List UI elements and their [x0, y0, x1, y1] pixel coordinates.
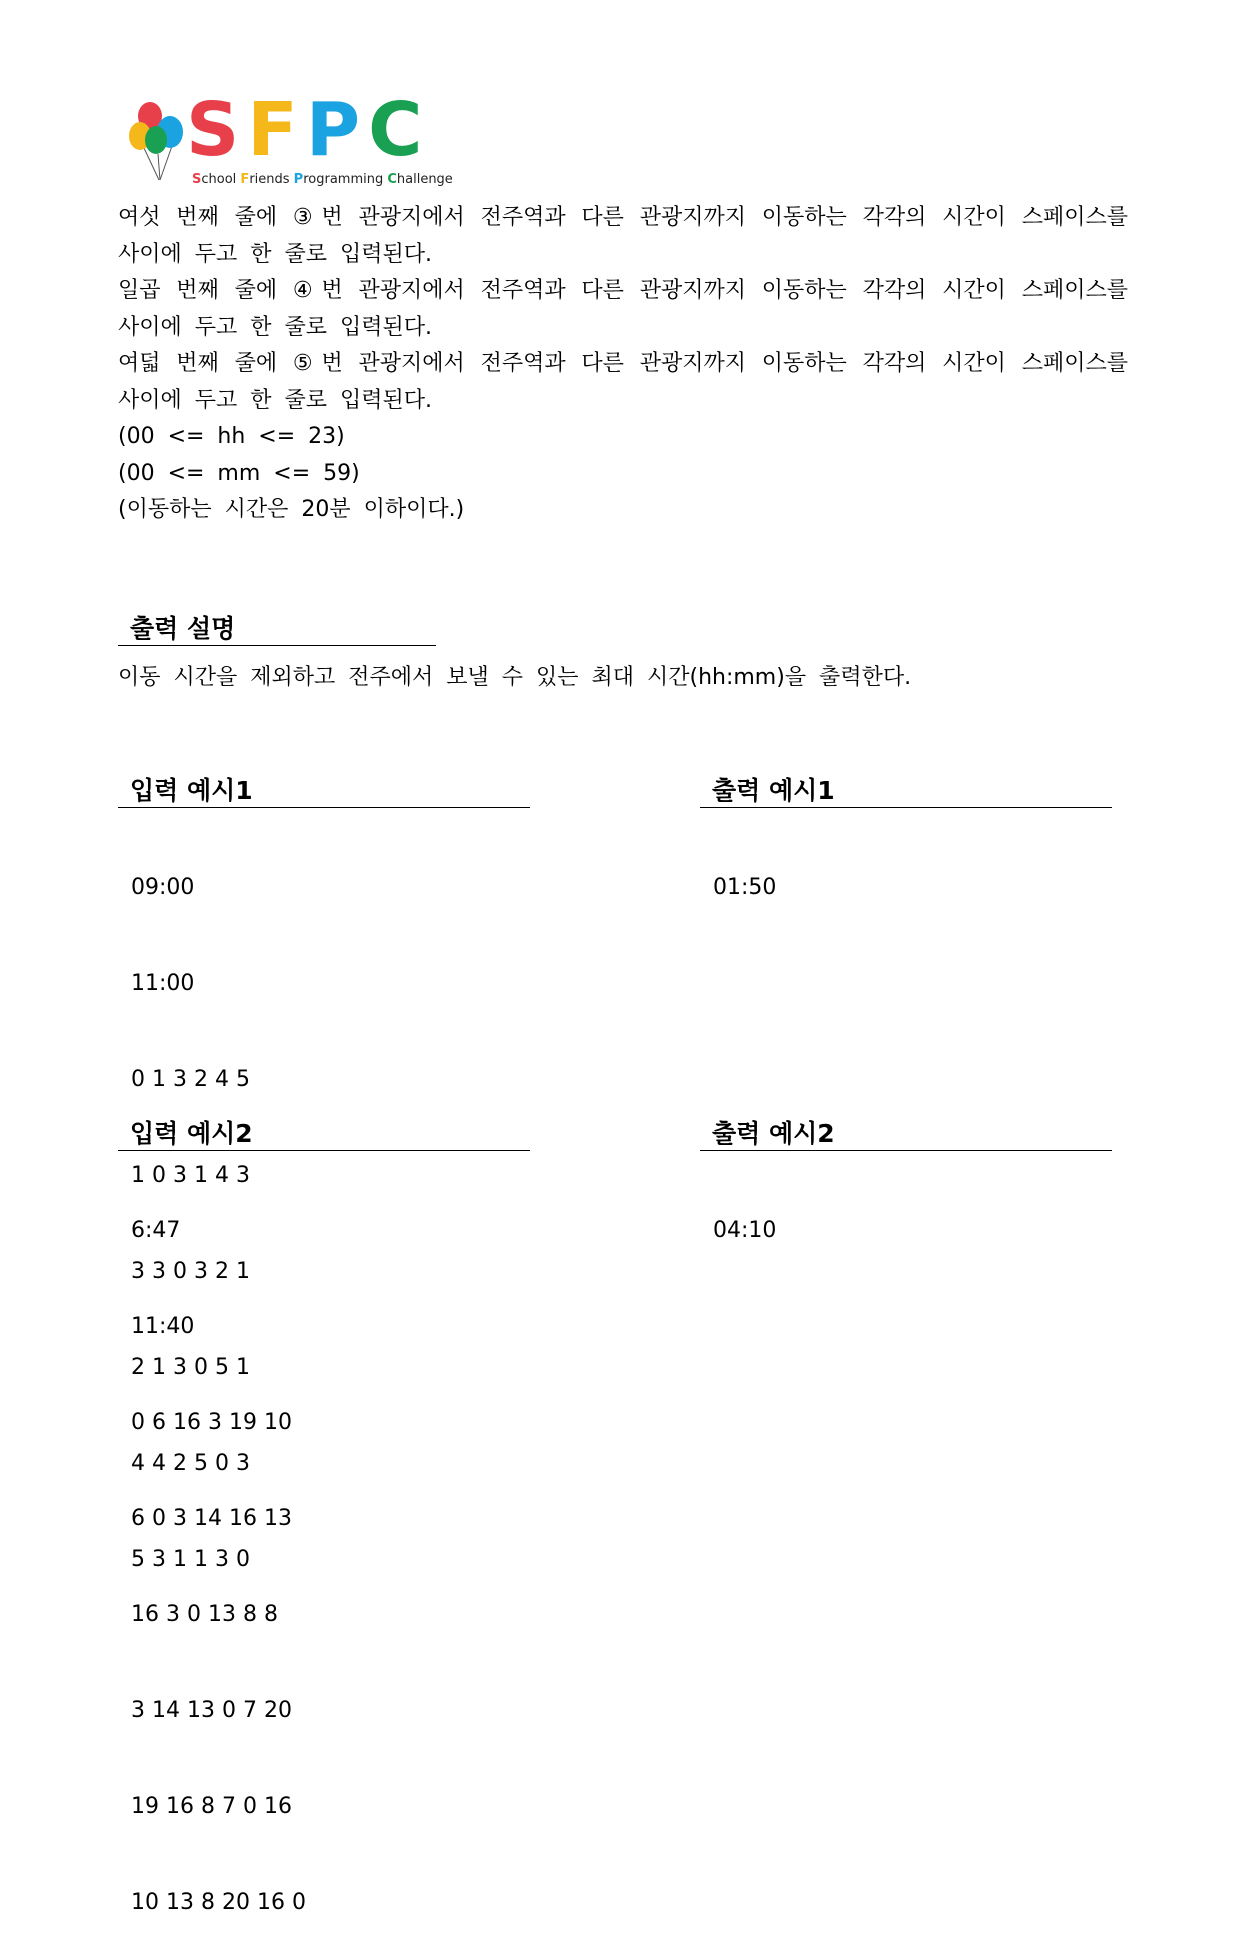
example-line: 11:40 — [131, 1314, 195, 1339]
tagline-part: hallenge — [396, 172, 453, 187]
input-description — [118, 200, 1128, 529]
output-example-1-title: 출력 예시1 — [712, 776, 835, 805]
logo-letter-p: P — [305, 87, 369, 173]
example-line: 04:10 — [713, 1218, 777, 1243]
tagline-part: F — [240, 172, 250, 187]
example-line: 01:50 — [713, 875, 777, 900]
description-line: 사이에 두고 한 줄로 입력된다. — [118, 314, 432, 340]
input-example-2-title: 입력 예시2 — [130, 1119, 253, 1148]
example-line: 4 4 2 5 0 3 — [131, 1451, 250, 1476]
tagline-part: chool — [201, 172, 241, 187]
tagline-part: P — [293, 172, 304, 187]
balloons-icon — [128, 96, 188, 188]
example-line: 6:47 — [131, 1218, 181, 1243]
description-line: 일곱 번째 줄에 ④번 관광지에서 전주역과 다른 관광지까지 이동하는 각각의 시간이 스페이스를 — [118, 278, 1128, 303]
logo-letter-c: C — [368, 87, 431, 173]
output-example-2-title: 출력 예시2 — [712, 1119, 835, 1148]
example-line: 3 3 0 3 2 1 — [131, 1259, 250, 1284]
example-line: 6 0 3 14 16 13 — [131, 1506, 292, 1531]
example-line: 16 3 0 13 8 8 — [131, 1602, 278, 1627]
description-line: 사이에 두고 한 줄로 입력된다. — [118, 241, 432, 267]
description-line: 여섯 번째 줄에 ③번 관광지에서 전주역과 다른 관광지까지 이동하는 각각의 시간이 스페이스를 — [118, 205, 1128, 230]
logo-tagline — [192, 172, 453, 187]
output-section-title: 출력 설명 — [130, 614, 236, 643]
tagline-part: rogramming — [303, 172, 388, 187]
example-line: 10 13 8 20 16 0 — [131, 1890, 306, 1915]
example-line: 1 0 3 1 4 3 — [131, 1163, 250, 1188]
section-divider — [118, 645, 436, 646]
description-line: 여덟 번째 줄에 ⑤번 관광지에서 전주역과 다른 관광지까지 이동하는 각각의 시간이 스페이스를 — [118, 351, 1128, 376]
output-description: 이동 시간을 제외하고 전주에서 보낼 수 있는 최대 시간(hh:mm)을 출력한다. — [118, 665, 912, 690]
tagline-part: C — [387, 172, 397, 187]
example-line: 11:00 — [131, 971, 195, 996]
logo-wordmark — [186, 87, 431, 173]
output-example-2 — [713, 1151, 776, 1279]
sfpc-logo — [128, 87, 458, 188]
description-line: (00 <= mm <= 59) — [118, 460, 360, 486]
example-line: 5 3 1 1 3 0 — [131, 1547, 250, 1572]
example-line: 3 14 13 0 7 20 — [131, 1698, 292, 1723]
input-example-1-title: 입력 예시1 — [130, 776, 253, 805]
description-line: 사이에 두고 한 줄로 입력된다. — [118, 387, 432, 413]
input-example-2 — [131, 1151, 306, 1951]
example-line: 2 1 3 0 5 1 — [131, 1355, 250, 1380]
tagline-part: S — [192, 172, 202, 187]
example-line: 09:00 — [131, 875, 195, 900]
example-line: 0 6 16 3 19 10 — [131, 1410, 292, 1435]
example-line: 0 1 3 2 4 5 — [131, 1067, 250, 1092]
logo-letter-s: S — [186, 87, 248, 173]
description-line: (00 <= hh <= 23) — [118, 424, 345, 449]
output-example-1 — [713, 808, 776, 936]
tagline-part: riends — [249, 172, 294, 187]
logo-letter-f: F — [247, 87, 306, 173]
description-line: (이동하는 시간은 20분 이하이다.) — [118, 497, 465, 522]
example-line: 19 16 8 7 0 16 — [131, 1794, 292, 1819]
